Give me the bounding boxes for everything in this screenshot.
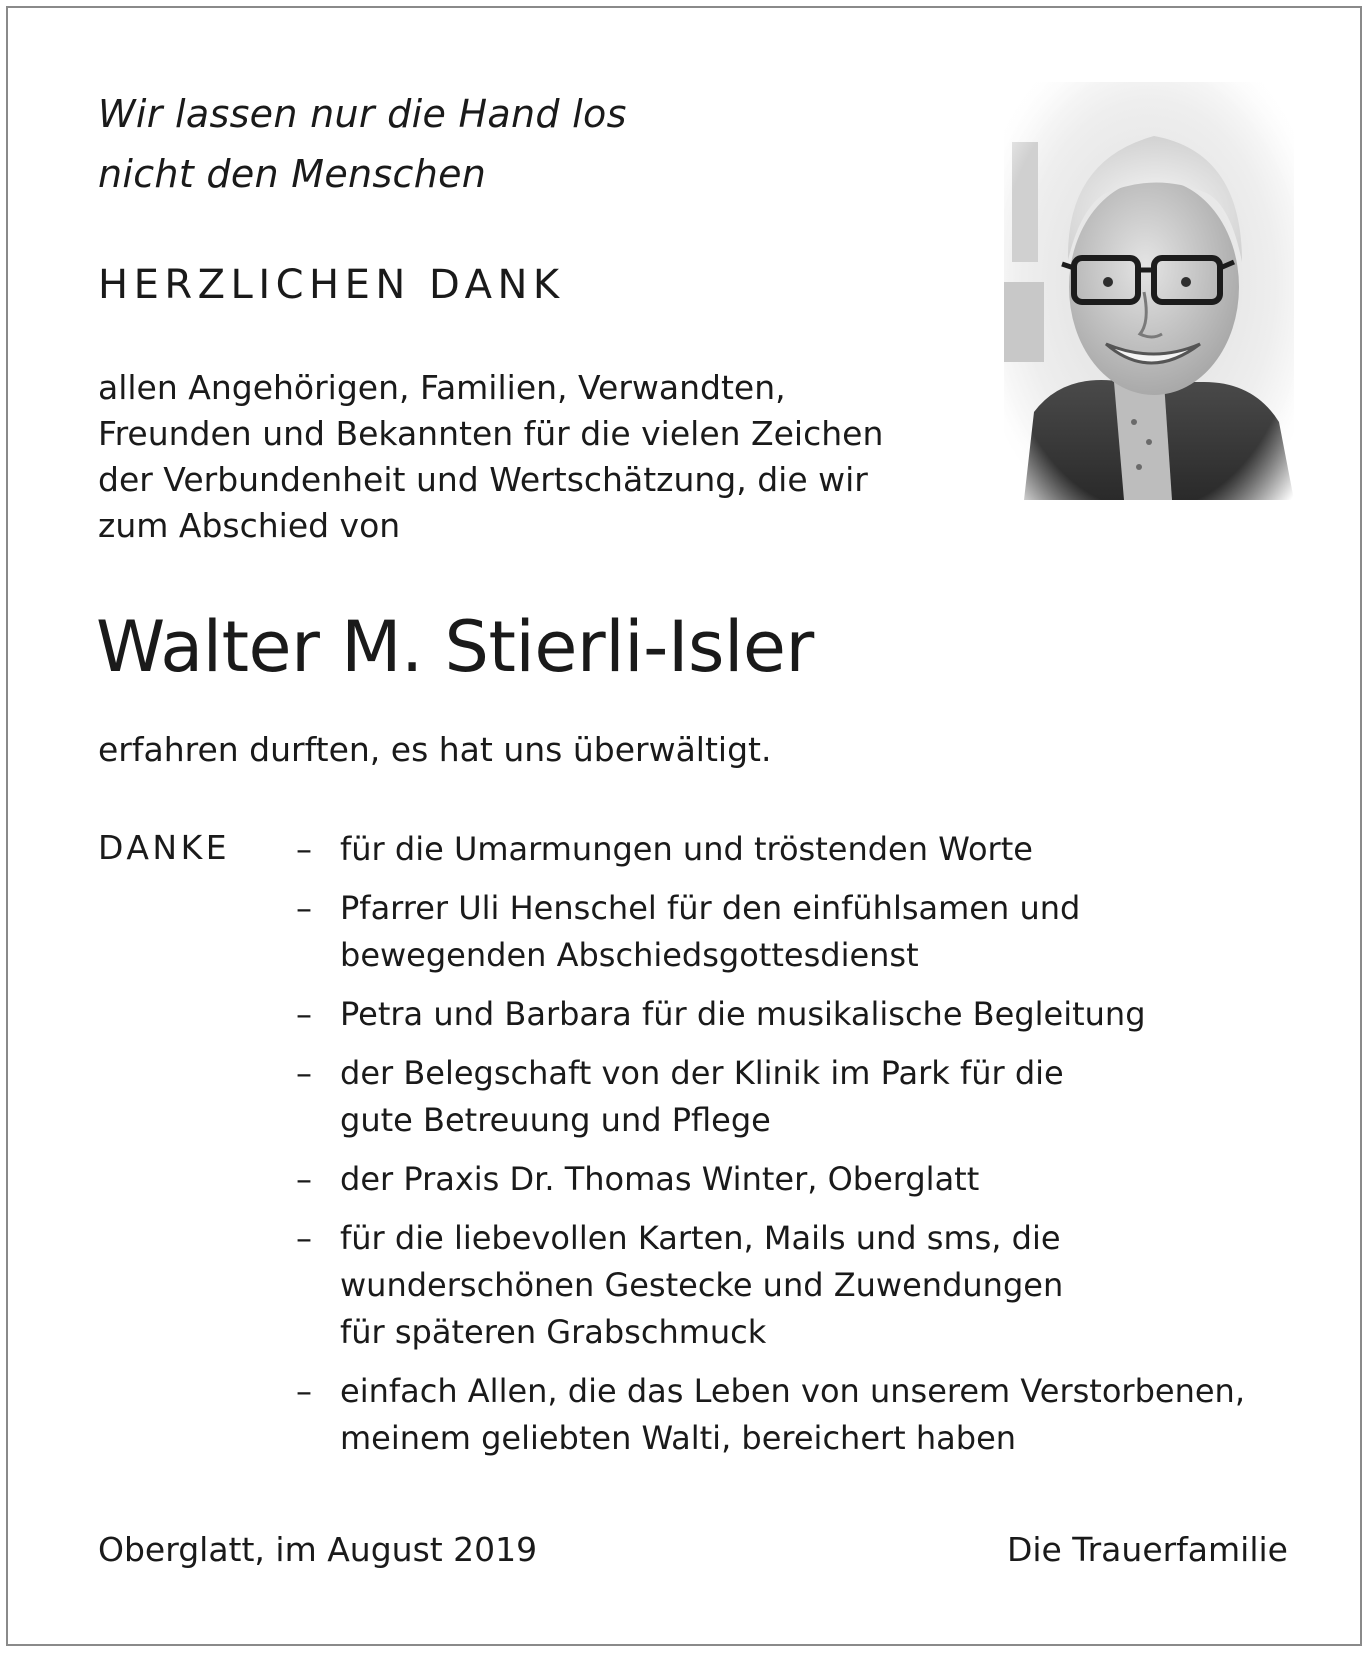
danke-label: DANKE	[98, 828, 231, 867]
thanks-list	[296, 826, 1245, 1474]
thanks-item	[296, 1215, 1245, 1356]
dash-mark: –	[296, 995, 312, 1033]
portrait-photo	[1004, 82, 1294, 500]
dash-mark: –	[296, 1219, 312, 1257]
intro-line: Freunden und Bekannten für die vielen Zeichen	[98, 414, 884, 453]
thanks-item-line: Petra und Barbara für die musikalische Begleitung	[340, 995, 1146, 1033]
signature: Die Trauerfamilie	[1006, 1530, 1288, 1569]
thanks-item	[296, 991, 1245, 1038]
intro-line: zum Abschied von	[98, 506, 401, 545]
place-date: Oberglatt, im August 2019	[98, 1530, 538, 1569]
thanks-item	[296, 885, 1245, 979]
intro-line: allen Angehörigen, Familien, Verwandten,	[98, 368, 786, 407]
thanks-item-line: gute Betreuung und Pflege	[340, 1101, 771, 1139]
heading: HERZLICHEN DANK	[98, 262, 565, 308]
thanks-item	[296, 1368, 1245, 1462]
dash-mark: –	[296, 1160, 312, 1198]
thanks-item-line: für die Umarmungen und tröstenden Worte	[340, 830, 1033, 868]
motto-line: Wir lassen nur die Hand los	[98, 92, 627, 136]
thanks-item-line: bewegenden Abschiedsgottesdienst	[340, 936, 919, 974]
thanks-item	[296, 826, 1245, 873]
thanks-item-line: für die liebevollen Karten, Mails und sms, die	[340, 1219, 1061, 1257]
thanks-item-line: der Praxis Dr. Thomas Winter, Oberglatt	[340, 1160, 980, 1198]
dash-mark: –	[296, 1372, 312, 1410]
thanks-item-line: der Belegschaft von der Klinik im Park für die	[340, 1054, 1064, 1092]
thanks-item-line: für späteren Grabschmuck	[340, 1313, 767, 1351]
motto	[98, 84, 627, 204]
dash-mark: –	[296, 830, 312, 868]
motto-line: nicht den Menschen	[98, 152, 487, 196]
intro-line: der Verbundenheit und Wertschätzung, die wir	[98, 460, 868, 499]
thanks-item-line: Pfarrer Uli Henschel für den einfühlsamen und	[340, 889, 1081, 927]
thanks-item	[296, 1050, 1245, 1144]
thanks-item-line: wunderschönen Gestecke und Zuwendungen	[340, 1266, 1064, 1304]
thanks-item	[296, 1156, 1245, 1203]
thanks-item-line: einfach Allen, die das Leben von unserem Verstorbenen,	[340, 1372, 1245, 1410]
deceased-name: Walter M. Stierli-Isler	[96, 606, 814, 688]
thanks-item-line: meinem geliebten Walti, bereichert haben	[340, 1419, 1017, 1457]
after-name-text: erfahren durften, es hat uns überwältigt.	[98, 730, 772, 769]
dash-mark: –	[296, 1054, 312, 1092]
intro-paragraph	[98, 365, 883, 549]
dash-mark: –	[296, 889, 312, 927]
